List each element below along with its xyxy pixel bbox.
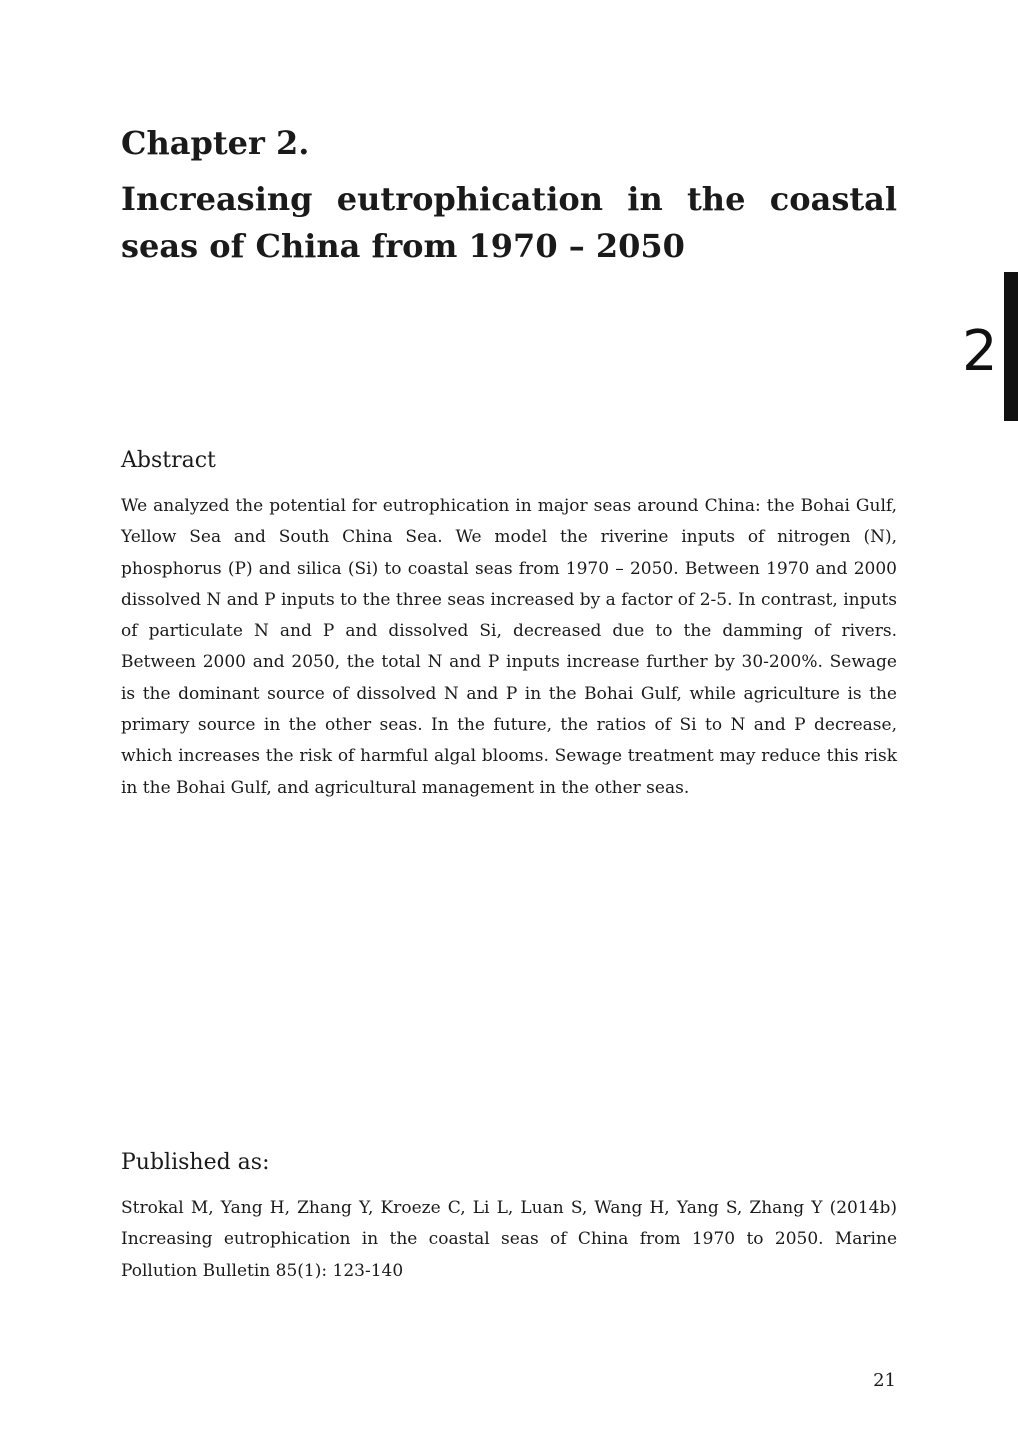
abstract-heading: Abstract — [121, 448, 216, 473]
abstract-text: We analyzed the potential for eutrophication in major seas around China: the Bohai Gulf, Yellow Sea and South China Sea. We model the riverine inputs of nitrogen (N), phosphorus (P) and silica (Si) to coastal seas from 1970 – 2050. Between 1970 and 2000 dissolved N and P inputs to the three seas increased by a factor of 2-5. In contrast, inputs of particulate N and P and dissolved Si, decreased due to the damming of rivers. Between 2000 and 2050, the total N and P inputs increase further by 30-200%. Sewage is the dominant source of dissolved N and P in the Bohai Gulf, while agriculture is the primary source in the other seas. In the future, the ratios of Si to N and P decrease, which increases the risk of harmful algal blooms. Sewage treatment may reduce this risk in the Bohai Gulf, and agricultural management in the other seas. — [121, 496, 897, 798]
chapter-thumb-tab-number: 2 — [962, 319, 998, 384]
chapter-thumb-tab-bar — [1004, 272, 1018, 421]
citation-text: Strokal M, Yang H, Zhang Y, Kroeze C, Li L, Luan S, Wang H, Yang S, Zhang Y (2014b) Increasing eutrophication in the coastal seas of China from 1970 to 2050. Marine Pollution Bulletin 85(1): 123-140 — [121, 1198, 897, 1281]
published-as-heading: Published as: — [121, 1150, 270, 1175]
chapter-title: Increasing eutrophication in the coastal seas of China from 1970 – 2050 — [121, 180, 897, 265]
page-number: 21 — [873, 1370, 896, 1391]
chapter-label: Chapter 2. — [121, 124, 310, 162]
